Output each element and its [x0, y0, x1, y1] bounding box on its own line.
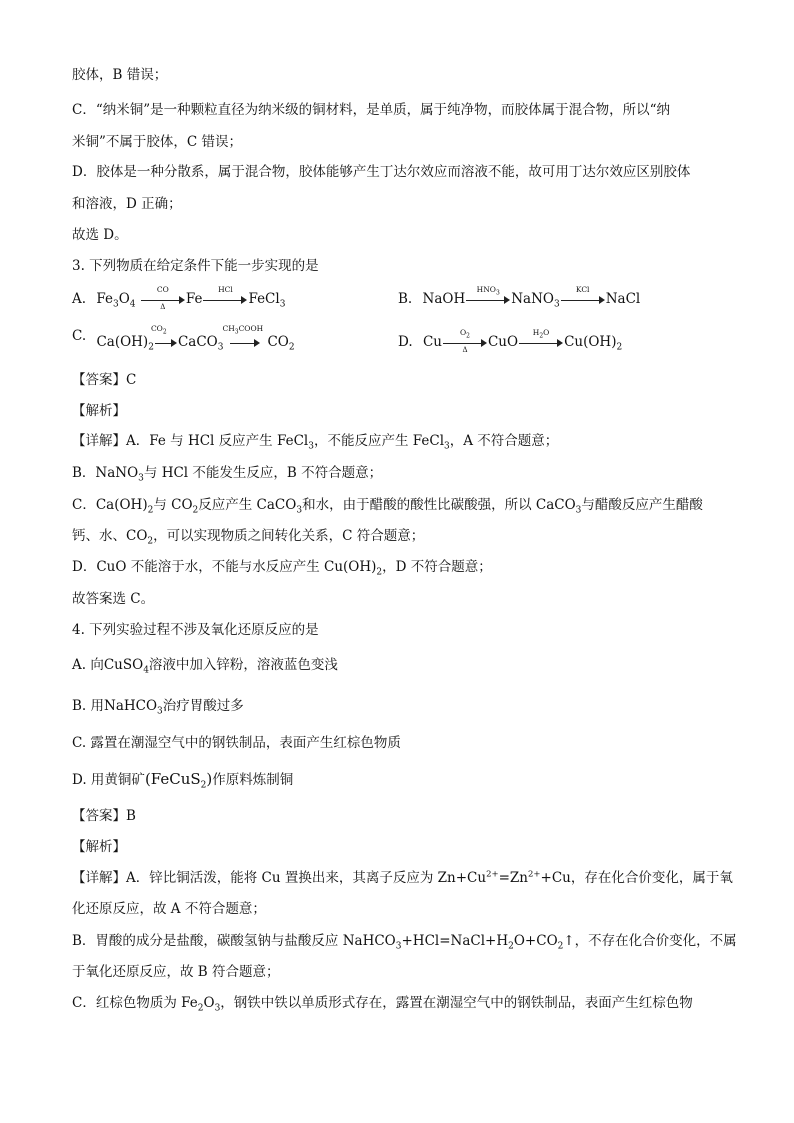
- reaction-arrow: HCl: [203, 294, 247, 306]
- question-3-stem: 3. 下列物质在给定条件下能一步实现的是: [72, 258, 319, 274]
- q3-answer: 【答案】C: [72, 372, 137, 388]
- q3-detail-d: D．CuO 不能溶于水，不能与水反应产生 $Cu(OH)_2$，D 不符合题意；: [72, 559, 492, 578]
- text-line: 胶体，B 错误；: [72, 67, 168, 83]
- reaction-arrow: $H_2O$: [519, 337, 563, 349]
- reaction-arrow: $CH_3COOH$: [230, 337, 260, 349]
- reaction-arrow: $\frac{CO}{\Delta}$: [141, 294, 185, 306]
- q4-detail-a-1: 【详解】A．锌比铜活泼，能将 Cu 置换出来，其离子反应为 $Zn+Cu^{2+}=Zn^{2+}+Cu$，存在化合价变化，属于氧: [72, 869, 733, 886]
- q3-option-b: B. NaOH $HNO_3$ NaNO$_3$ KCl NaCl: [398, 284, 641, 310]
- q3-detail-a: 【详解】A．Fe 与 HCl 反应产生 FeCl$_3$，不能反应产生 FeCl$_3$，A 不符合题意；: [72, 433, 559, 452]
- reaction-arrow: $HNO_3$: [466, 294, 510, 306]
- q4-detail-b-2: 于氧化还原反应，故 B 符合题意；: [72, 964, 280, 980]
- question-4-stem: 4. 下列实验过程不涉及氧化还原反应的是: [72, 622, 319, 638]
- q4-detail-b-1: B．胃酸的成分是盐酸，碳酸氢钠与盐酸反应 $NaHCO_3+HCl=NaCl+H_2O+CO_2↑$，不存在化合价变化，不属: [72, 933, 737, 952]
- q3-detail-c-1: C．$Ca(OH)_2$与 $CO_2$反应产生 CaCO$_3$和水，由于醋酸的酸性比碳酸强，所以 CaCO$_3$与醋酸反应产生醋酸: [72, 497, 703, 516]
- q3-analysis-label: 【解析】: [72, 403, 126, 419]
- q3-conclusion: 故答案选 C。: [72, 591, 155, 607]
- q4-detail-a-2: 化还原反应，故 A 不符合题意；: [72, 901, 266, 917]
- q3-option-d: D. Cu $\frac{O_2}{\Delta}$ CuO $H_2O$ $Cu(OH)_2$: [398, 327, 623, 354]
- reaction-arrow: $\frac{O_2}{\Delta}$: [443, 337, 487, 349]
- q4-analysis-label: 【解析】: [72, 839, 126, 855]
- q4-option-b: B. 用NaHCO$_3$治疗胃酸过多: [72, 698, 244, 717]
- q3-detail-b: B．NaNO$_3$与 HCl 不能发生反应，B 不符合题意；: [72, 465, 383, 484]
- text-line: 故选 D。: [72, 227, 128, 243]
- text-line: 米铜”不属于胶体，C 错误；: [72, 134, 243, 150]
- text-line: C．“纳米铜”是一种颗粒直径为纳米级的铜材料，是单质，属于纯净物，而胶体属于混合物，所以“纳: [72, 102, 671, 118]
- q3-option-c: C. $Ca(OH)_2$ $CO_2$ CaCO$_3$ $CH_3COOH$ $CO_2$: [72, 323, 295, 353]
- text-line: D．胶体是一种分散系，属于混合物，胶体能够产生丁达尔效应而溶液不能，故可用丁达尔效应区别胶体: [72, 164, 691, 180]
- q4-option-c: C. 露置在潮湿空气中的钢铁制品，表面产生红棕色物质: [72, 735, 401, 751]
- q4-option-d: D. 用黄铜矿(FeCuS$_2$)作原料炼制铜: [72, 770, 294, 791]
- q4-option-a: A. 向CuSO$_4$溶液中加入锌粉，溶液蓝色变浅: [72, 657, 338, 676]
- q4-detail-c-1: C．红棕色物质为 $Fe_2O_3$，钢铁中铁以单质形式存在，露置在潮湿空气中的钢铁制品，表面产生红棕色物: [72, 995, 693, 1014]
- text-line: 和溶液，D 正确；: [72, 196, 182, 212]
- q3-option-a: A. $Fe_3O_4$ $\frac{CO}{\Delta}$ Fe HCl FeCl$_3$: [72, 284, 286, 311]
- reaction-arrow: $CO_2$: [155, 337, 177, 349]
- q4-answer: 【答案】B: [72, 808, 136, 824]
- reaction-arrow: KCl: [561, 294, 605, 306]
- q3-detail-c-2: 钙、水、$CO_2$，可以实现物质之间转化关系，C 符合题意；: [72, 528, 425, 547]
